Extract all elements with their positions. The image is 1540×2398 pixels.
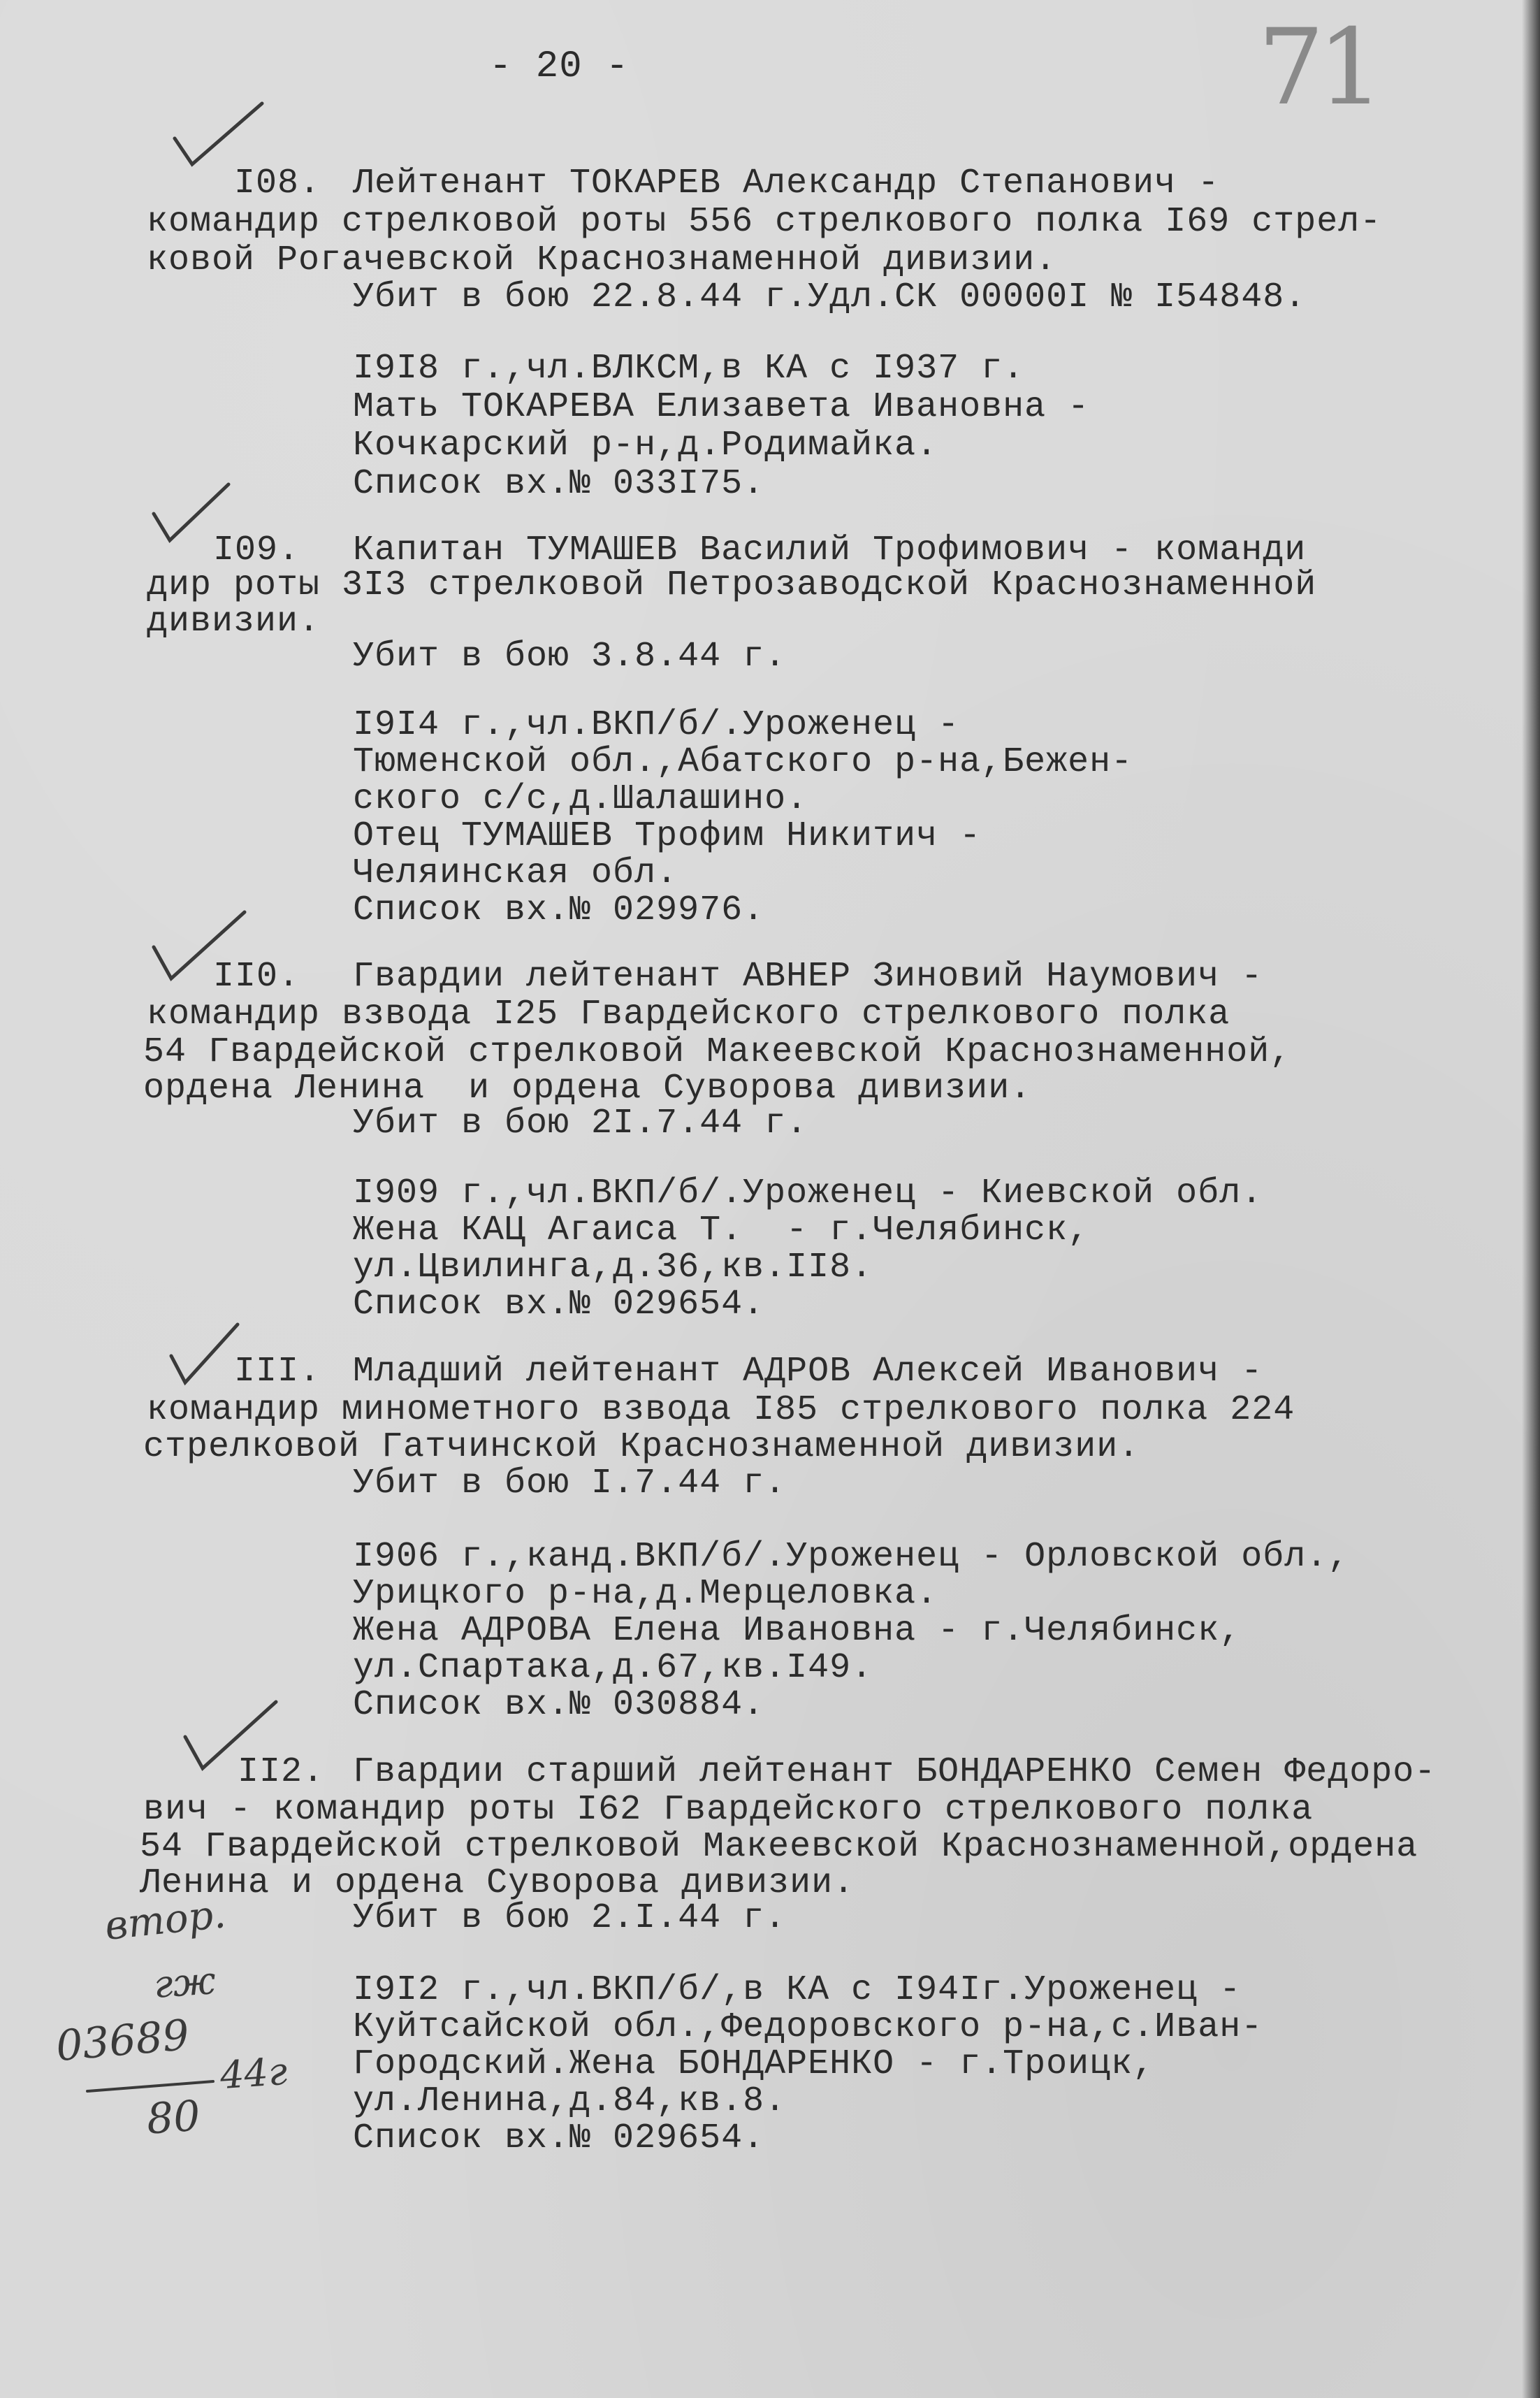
entry-detail: Челяинская обл. xyxy=(353,853,678,893)
margin-note: 80 xyxy=(145,2091,202,2144)
entry-line: ордена Ленина и ордена Суворова дивизии. xyxy=(143,1069,1032,1108)
checkmark-icon xyxy=(168,1321,245,1391)
entry-detail: Отец ТУМАШЕВ Трофим Никитич - xyxy=(353,816,982,856)
entry-detail: ул.Ленина,д.84,кв.8. xyxy=(353,2081,787,2121)
entry-detail: I9I8 г.,чл.ВЛКСМ,в КА с I937 г. xyxy=(353,349,1025,389)
margin-note: гж xyxy=(152,1958,217,2007)
entry-line: Ленина и ордена Суворова дивизии. xyxy=(140,1863,855,1903)
entry-detail: Кочкарский р-н,д.Родимайка. xyxy=(353,426,938,465)
entry-detail: ул.Спартака,д.67,кв.I49. xyxy=(353,1648,873,1688)
entry-detail: I909 г.,чл.ВКП/б/.Уроженец - Киевской обл. xyxy=(353,1173,1263,1213)
entry-line: командир взвода I25 Гвардейского стрелкового полка xyxy=(147,995,1230,1034)
entry-detail: Тюменской обл.,Абатского р-на,Бежен- xyxy=(353,742,1133,782)
entry-detail: ул.Цвилинга,д.36,кв.II8. xyxy=(353,1248,873,1287)
entry-line: Лейтенант ТОКАРЕВ Александр Степанович - xyxy=(353,164,1220,203)
margin-note: 44г xyxy=(218,2049,289,2098)
entry-line: командир стрелковой роты 556 стрелкового полка I69 стрел- xyxy=(147,202,1382,242)
entry-detail: I906 г.,канд.ВКП/б/.Уроженец - Орловской обл., xyxy=(353,1537,1350,1577)
entry-detail: Список вх.№ 033I75. xyxy=(353,464,765,504)
entry-detail: I9I2 г.,чл.ВКП/б/,в КА с I94Iг.Уроженец - xyxy=(353,1970,1242,2010)
entry-detail: Урицкого р-на,д.Мерцеловка. xyxy=(353,1574,938,1614)
entry-number: II0. xyxy=(213,957,300,997)
entry-detail: Список вх.№ 029654. xyxy=(353,2118,765,2158)
entry-line: стрелковой Гатчинской Краснознаменной дивизии. xyxy=(143,1427,1140,1467)
entry-line: Гвардии лейтенант АВНЕР Зиновий Наумович - xyxy=(353,957,1263,997)
entry-number: II2. xyxy=(238,1752,325,1792)
entry-detail: Список вх.№ 030884. xyxy=(353,1685,765,1725)
entry-line: 54 Гвардейской стрелковой Макеевской Краснознаменной,ордена xyxy=(140,1827,1418,1867)
margin-note: 03689 xyxy=(54,2010,191,2072)
entry-line: командир минометного взвода I85 стрелкового полка 224 xyxy=(147,1390,1295,1430)
entry-detail: Список вх.№ 029976. xyxy=(353,890,765,930)
entry-line: дивизии. xyxy=(147,602,321,642)
page-number: - 20 - xyxy=(489,45,630,88)
entry-detail: Мать ТОКАРЕВА Елизавета Ивановна - xyxy=(353,387,1090,427)
entry-detail: I9I4 г.,чл.ВКП/б/.Уроженец - xyxy=(353,705,960,745)
archive-page-number: 71 xyxy=(1258,7,1377,129)
entry-detail: Городский.Жена БОНДАРЕНКО - г.Троицк, xyxy=(353,2044,1155,2084)
entry-line: Убит в бою I.7.44 г. xyxy=(353,1464,787,1503)
entry-line: 54 Гвардейской стрелковой Макеевской Краснознаменной, xyxy=(143,1032,1292,1072)
entry-number: I09. xyxy=(213,530,300,570)
entry-detail: Список вх.№ 029654. xyxy=(353,1285,765,1324)
entry-number: I08. xyxy=(234,164,321,203)
entry-detail: ского с/с,д.Шалашино. xyxy=(353,779,808,819)
entry-detail: Куйтсайской обл.,Федоровского р-на,с.Иван- xyxy=(353,2007,1263,2047)
entry-line: ковой Рогачевской Краснознаменной дивизии. xyxy=(147,240,1057,280)
margin-note: втор. xyxy=(103,1891,228,1949)
entry-line: дир роты 3I3 стрелковой Петрозаводской Краснознаменной xyxy=(147,565,1317,605)
entry-number: III. xyxy=(234,1352,321,1392)
entry-line: Убит в бою 3.8.44 г. xyxy=(353,637,787,677)
entry-line: Гвардии старший лейтенант БОНДАРЕНКО Семен Федоро- xyxy=(353,1752,1437,1792)
entry-line: Убит в бою 2I.7.44 г. xyxy=(353,1104,808,1143)
entry-line: Убит в бою 22.8.44 г.Удл.СК 00000I № I54848. xyxy=(353,277,1307,317)
entry-detail: Жена АДРОВА Елена Ивановна - г.Челябинск, xyxy=(353,1611,1242,1651)
entry-line: Младший лейтенант АДРОВ Алексей Иванович - xyxy=(353,1352,1263,1392)
entry-line: Капитан ТУМАШЕВ Василий Трофимович - команди xyxy=(353,530,1307,570)
entry-detail: Жена КАЦ Агаиса Т. - г.Челябинск, xyxy=(353,1211,1090,1250)
entry-line: Убит в бою 2.I.44 г. xyxy=(353,1898,787,1938)
entry-line: вич - командир роты I62 Гвардейского стрелкового полка xyxy=(143,1790,1314,1830)
